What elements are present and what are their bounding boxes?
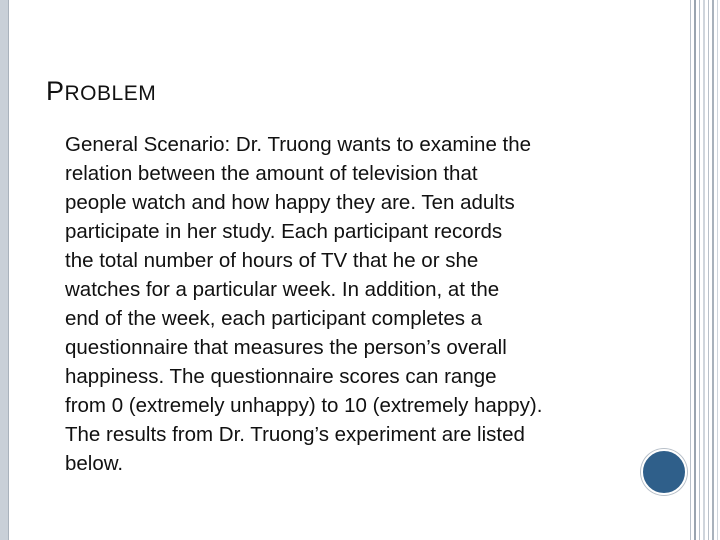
slide-title-initial: P (46, 76, 65, 106)
body-line: relation between the amount of television that (65, 162, 478, 185)
right-decorative-rule (712, 0, 714, 540)
body-line: the total number of hours of TV that he or she (65, 249, 479, 272)
body-line: people watch and how happy they are. Ten adults (65, 191, 515, 214)
body-line: end of the week, each participant completes a (65, 307, 483, 330)
right-decorative-rule (703, 0, 705, 540)
body-line: questionnaire that measures the person’s overall (65, 336, 507, 359)
right-decorative-rule (699, 0, 700, 540)
body-line: below. (65, 452, 124, 475)
slide-title-rest: ROBLEM (64, 82, 157, 105)
left-decorative-rule (0, 0, 9, 540)
right-decorative-rule (694, 0, 696, 540)
slide-title (46, 76, 156, 107)
right-decorative-rule (717, 0, 718, 540)
right-decorative-rule (690, 0, 691, 540)
body-line: happiness. The questionnaire scores can range (65, 365, 497, 388)
right-decorative-rule (708, 0, 709, 540)
body-line: The results from Dr. Truong’s experiment are listed (65, 423, 525, 446)
body-line: watches for a particular week. In addition, at the (65, 278, 500, 301)
body-paragraph (65, 130, 665, 478)
accent-circle (641, 449, 687, 495)
body-line: General Scenario: Dr. Truong wants to examine the (65, 133, 532, 156)
body-line: from 0 (extremely unhappy) to 10 (extremely happy). (65, 394, 543, 417)
body-line: participate in her study. Each participant records (65, 220, 503, 243)
